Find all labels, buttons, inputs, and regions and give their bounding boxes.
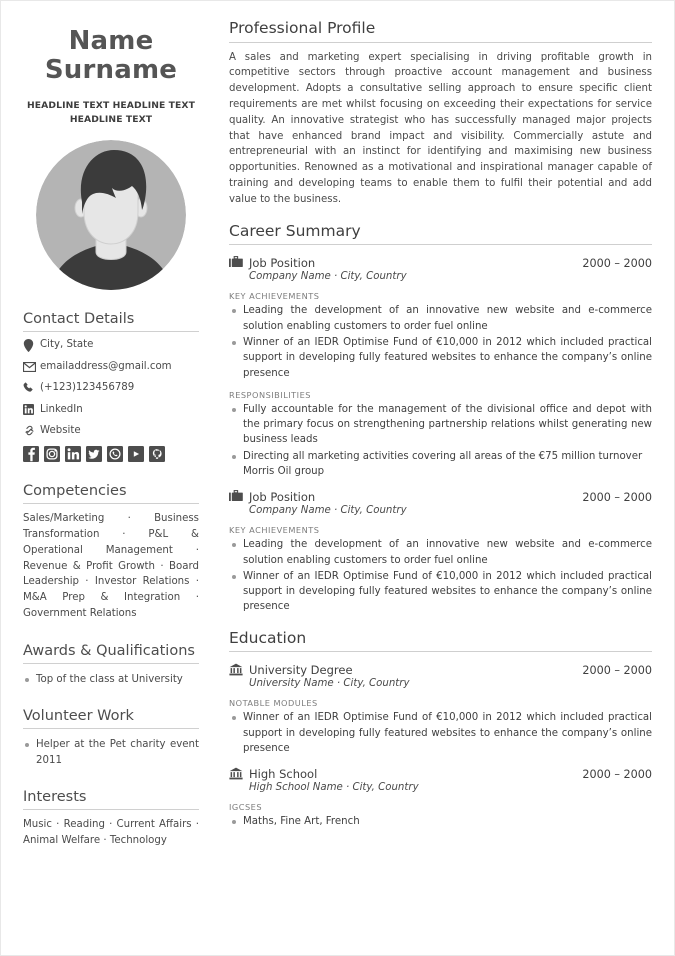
career-summary-heading: Career Summary [229, 222, 652, 246]
list-item: Winner of an IEDR Optimise Fund of €10,000 in 2012 which included practical support in developing fully featured websites to enhance the company’s online presence [229, 335, 652, 381]
sidebar [23, 19, 213, 945]
contact-item-label: Website [40, 424, 81, 436]
notable-modules-list [229, 710, 652, 756]
twitter-icon [86, 446, 102, 462]
competencies-text: Sales/Marketing · Business Transformation · P&L & Operational Management · Revenue & Profit Growth · Board Leadership · Investor Relations · M&A Prep & Integration · Government Relations [23, 513, 199, 619]
education-entry [229, 765, 652, 829]
career-entry-title: Job Position [249, 256, 316, 271]
education-entry-dates: 2000 – 2000 [582, 768, 652, 782]
name-block [23, 27, 199, 85]
contact-item-label: emailaddress@gmail.com [40, 361, 172, 373]
volunteer-work-list [23, 737, 199, 768]
first-name: Name [68, 26, 154, 56]
interests-section [23, 788, 199, 849]
avatar [23, 140, 199, 290]
list-item: Fully accountable for the management of the divisional office and depot with the primary focus on strengthening partnership relations whilst generating new business leads [229, 402, 652, 448]
education-entry-dates: 2000 – 2000 [582, 664, 652, 678]
social-link-github[interactable] [149, 446, 165, 462]
last-name: Surname [44, 55, 178, 86]
group-label: KEY ACHIEVEMENTS [229, 525, 320, 536]
education-section [229, 629, 652, 830]
profile-photo-placeholder-icon [36, 140, 186, 290]
career-entry-subtitle: Company Name · City, Country [249, 271, 407, 283]
contact-item-label: LinkedIn [40, 403, 83, 415]
education-entry-header [229, 661, 652, 677]
igcses-list [229, 814, 652, 829]
youtube-icon [128, 446, 144, 462]
link-icon [23, 425, 40, 436]
linkedin-icon [23, 404, 40, 415]
volunteer-work-section [23, 707, 199, 768]
professional-profile-section [229, 19, 652, 208]
career-entry-dates: 2000 – 2000 [582, 491, 652, 505]
location-pin-icon [23, 339, 40, 352]
contact-details-section [23, 310, 199, 462]
key-achievements-list [229, 537, 652, 614]
list-item: Winner of an IEDR Optimise Fund of €10,000 in 2012 which included practical support in developing fully featured websites to enhance the company’s online presence [229, 710, 652, 756]
responsibilities-list [229, 402, 652, 479]
career-entry-title: Job Position [249, 490, 316, 505]
briefcase-icon [229, 256, 249, 269]
competencies-heading: Competencies [23, 482, 199, 504]
list-item: Helper at the Pet charity event 2011 [23, 737, 199, 768]
contact-item-email[interactable] [23, 361, 199, 373]
career-entry [229, 254, 652, 479]
contact-item-label: (+123)123456789 [40, 382, 135, 394]
interests-heading: Interests [23, 788, 199, 810]
education-entry-subtitle: High School Name · City, Country [249, 782, 419, 794]
group-label: IGCSES [229, 802, 263, 813]
contact-item-location[interactable] [23, 339, 199, 352]
contact-item-label: City, State [40, 339, 94, 351]
professional-profile-text: A sales and marketing expert specialising in driving profitable growth in competitive sectors through proactive account management and business development. Adopts a consultative selling approach to ensure specific client requirements are met whilst focusing on exceeding their expectations for service quality. An innovative strategist who has successfully managed major projects that have enhanced brand impact and visibility. Commercially astute and entrepreneurial with an instinct for identifying and maximising new business opportunities. Renowned as a motivational and inspirational manager capable of training and developing teams to enable them to fulfil their potential and add value to the business. [229, 51, 652, 205]
university-icon [229, 767, 249, 780]
key-achievements-list [229, 303, 652, 380]
group-label: NOTABLE MODULES [229, 698, 318, 709]
list-item: Maths, Fine Art, French [229, 814, 652, 829]
social-link-twitter[interactable] [86, 446, 102, 462]
contact-item-linkedin[interactable] [23, 404, 199, 416]
linkedin-icon [65, 446, 81, 462]
education-entry [229, 661, 652, 756]
awards-list [23, 672, 199, 687]
group-label: RESPONSIBILITIES [229, 389, 311, 400]
university-icon [229, 663, 249, 676]
professional-profile-heading: Professional Profile [229, 19, 652, 43]
volunteer-work-heading: Volunteer Work [23, 707, 199, 729]
contact-list [23, 339, 199, 437]
career-entry-dates: 2000 – 2000 [582, 257, 652, 271]
competencies-section [23, 482, 199, 622]
social-link-whatsapp[interactable] [107, 446, 123, 462]
career-entry-header [229, 488, 652, 504]
career-entry-header [229, 254, 652, 270]
facebook-icon [23, 446, 39, 462]
education-heading: Education [229, 629, 652, 653]
briefcase-icon [229, 490, 249, 503]
main-column [213, 19, 652, 945]
headline-text: HEADLINE TEXT HEADLINE TEXT HEADLINE TEXT [27, 100, 195, 125]
social-link-instagram[interactable] [44, 446, 60, 462]
contact-item-phone[interactable] [23, 382, 199, 394]
education-entry-subtitle: University Name · City, Country [249, 678, 410, 690]
list-item: Winner of an IEDR Optimise Fund of €10,000 in 2012 which included practical support in developing fully featured websites to enhance the company’s online presence [229, 569, 652, 615]
instagram-icon [44, 446, 60, 462]
whatsapp-icon [107, 446, 123, 462]
list-item: Directing all marketing activities covering all areas of the €75 million turnover Morris Oil group [229, 449, 652, 480]
education-entry-header [229, 765, 652, 781]
social-link-linkedin[interactable] [65, 446, 81, 462]
career-entry-subtitle: Company Name · City, Country [249, 505, 407, 517]
awards-section [23, 642, 199, 687]
contact-details-heading: Contact Details [23, 310, 199, 332]
list-item: Leading the development of an innovative new website and e-commerce solution enabling customers to order fuel online [229, 537, 652, 568]
social-links-row [23, 446, 199, 462]
awards-heading: Awards & Qualifications [23, 642, 199, 664]
contact-item-website[interactable] [23, 425, 199, 437]
github-icon [149, 446, 165, 462]
phone-icon [23, 382, 40, 394]
list-item: Top of the class at University [23, 672, 199, 687]
career-entry [229, 488, 652, 614]
envelope-icon [23, 362, 40, 372]
group-label: KEY ACHIEVEMENTS [229, 291, 320, 302]
education-entry-title: University Degree [249, 663, 353, 678]
education-entry-title: High School [249, 767, 318, 782]
list-item: Leading the development of an innovative new website and e-commerce solution enabling customers to order fuel online [229, 303, 652, 334]
social-link-youtube[interactable] [128, 446, 144, 462]
career-summary-section [229, 222, 652, 615]
interests-text: Music · Reading · Current Affairs · Animal Welfare · Technology [23, 819, 199, 846]
social-link-facebook[interactable] [23, 446, 39, 462]
